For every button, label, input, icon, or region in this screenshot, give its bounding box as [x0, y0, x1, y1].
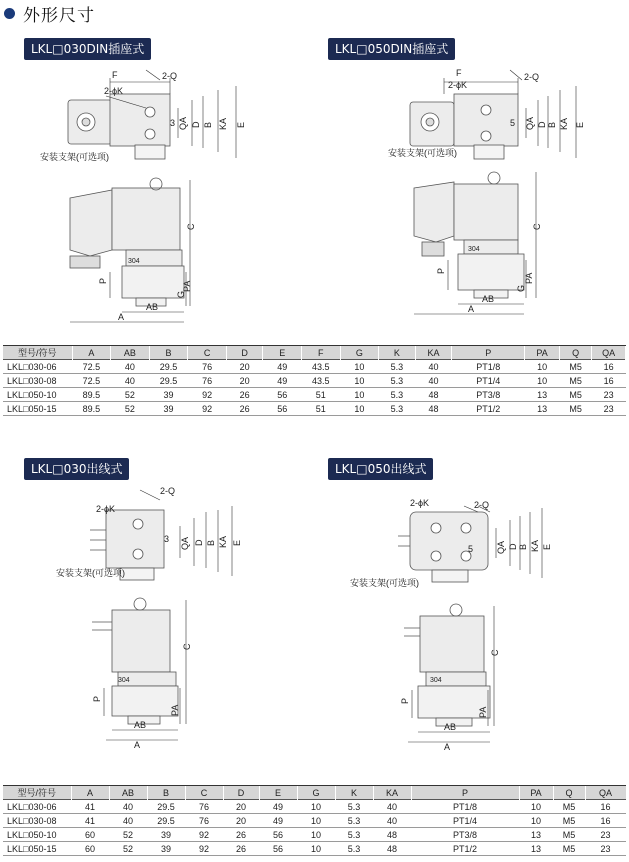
table-header-cell: K [379, 346, 416, 360]
table-header-cell: P [411, 786, 519, 800]
value-cell: PT1/8 [452, 360, 525, 374]
dimension-label: 5 [510, 118, 516, 128]
table-row [3, 360, 626, 374]
value-cell: 51 [301, 402, 340, 416]
value-cell: 39 [147, 842, 185, 856]
value-cell: 49 [259, 814, 297, 828]
dimension-label: 2-ϕK [96, 504, 116, 514]
value-cell: 40 [373, 814, 411, 828]
top-view [398, 512, 488, 582]
value-cell: 5.3 [335, 814, 373, 828]
side-view [414, 172, 524, 298]
table-header-cell: KA [415, 346, 452, 360]
value-cell: 92 [185, 842, 223, 856]
dim-qa: QA [178, 116, 188, 130]
value-cell: 52 [111, 388, 150, 402]
dimension-label: PA [478, 706, 488, 718]
value-cell: 52 [109, 842, 147, 856]
value-cell: 76 [188, 374, 227, 388]
value-cell: 52 [109, 828, 147, 842]
dimension-label: PA [170, 704, 180, 716]
value-cell: 10 [519, 800, 553, 814]
value-cell: 16 [592, 374, 626, 388]
table-row [3, 402, 626, 416]
value-cell: M5 [559, 374, 591, 388]
section-label-050-wire: LKL□050出线式 [328, 458, 433, 480]
table-header-cell: G [340, 346, 379, 360]
top-view [68, 94, 170, 159]
table-row [3, 374, 626, 388]
dimension-label: 2-ϕK [410, 498, 430, 508]
dim-e: E [236, 121, 246, 128]
dim-f: F [112, 70, 118, 80]
dim-ka: KA [218, 117, 228, 130]
value-cell: 39 [149, 388, 188, 402]
dimension-label: QA [180, 536, 190, 550]
value-cell: 5.3 [335, 842, 373, 856]
value-cell: 16 [585, 800, 626, 814]
dimension-label: 2-Q [524, 72, 540, 82]
model-cell: LKL□050-10 [3, 828, 71, 842]
dimension-label: AB [444, 722, 457, 732]
table-header-cell: C [188, 346, 227, 360]
value-cell: 48 [415, 388, 452, 402]
mark-304: 304 [128, 258, 140, 265]
dimension-label: B [206, 539, 216, 546]
model-cell: LKL□030-08 [3, 814, 71, 828]
value-cell: 10 [525, 374, 560, 388]
dimension-label: PA [524, 272, 534, 284]
value-cell: 29.5 [149, 360, 188, 374]
value-cell: 52 [111, 402, 150, 416]
dimension-label: C [182, 643, 192, 650]
side-view [92, 598, 178, 724]
value-cell: 5.3 [379, 388, 416, 402]
value-cell: 10 [340, 360, 379, 374]
value-cell: 10 [340, 374, 379, 388]
section-header [4, 2, 95, 24]
table-header-cell: D [223, 786, 259, 800]
dimension-label: A [444, 742, 451, 752]
dim-g: G [176, 290, 186, 298]
model-cell: LKL□030-06 [3, 360, 72, 374]
dimension-label: D [194, 539, 204, 546]
dimension-label: AB [482, 294, 495, 304]
value-cell: 40 [373, 800, 411, 814]
value-cell: 5.3 [335, 800, 373, 814]
dimension-label: 304 [430, 677, 442, 684]
drawing-050-din [314, 60, 628, 332]
table-header-cell: A [71, 786, 109, 800]
value-cell: M5 [559, 402, 591, 416]
value-cell: 39 [147, 828, 185, 842]
value-cell: 40 [111, 360, 150, 374]
dimension-label: 5 [468, 544, 474, 554]
value-cell: 20 [223, 800, 259, 814]
dimension-label: 304 [118, 677, 130, 684]
value-cell: 60 [71, 842, 109, 856]
section-label-030-din: LKL□030DIN插座式 [24, 38, 151, 60]
dimension-label: 安装支架(可选项) [350, 578, 419, 588]
value-cell: 20 [226, 374, 263, 388]
value-cell: 10 [297, 842, 335, 856]
dimension-label: E [542, 543, 552, 550]
value-cell: 76 [185, 800, 223, 814]
value-cell: 40 [415, 374, 452, 388]
value-cell: PT3/8 [411, 828, 519, 842]
value-cell: 26 [226, 402, 263, 416]
table-row [3, 800, 626, 814]
value-cell: 56 [263, 388, 302, 402]
drawing-030-wire [0, 482, 314, 752]
dimension-label: QA [496, 540, 506, 554]
value-cell: 41 [71, 814, 109, 828]
dim-2k: 2-ϕK [104, 86, 124, 96]
value-cell: 48 [415, 402, 452, 416]
value-cell: 49 [263, 374, 302, 388]
table-header-cell: QA [592, 346, 626, 360]
num-3: 3 [170, 118, 176, 128]
drawing-030-din [0, 60, 314, 332]
dimension-label: P [436, 267, 446, 274]
value-cell: 10 [297, 800, 335, 814]
dimension-label: 2-Q [474, 500, 490, 510]
value-cell: 10 [525, 360, 560, 374]
value-cell: M5 [553, 800, 585, 814]
table-header-cell: 型号/符号 [3, 346, 72, 360]
value-cell: 5.3 [379, 360, 416, 374]
dim-ab: AB [146, 302, 159, 312]
dim-p: P [98, 277, 108, 284]
dimension-label: AB [134, 720, 147, 730]
value-cell: 16 [592, 360, 626, 374]
dimension-label: 3 [164, 534, 170, 544]
table-header-cell: P [452, 346, 525, 360]
value-cell: 92 [188, 402, 227, 416]
value-cell: 26 [223, 828, 259, 842]
dimension-label: F [456, 68, 462, 78]
table-header-cell: E [259, 786, 297, 800]
value-cell: 40 [109, 800, 147, 814]
value-cell: 13 [519, 842, 553, 856]
value-cell: 13 [519, 828, 553, 842]
bracket-label: 安装支架(可选项) [40, 152, 109, 162]
value-cell: 89.5 [72, 388, 111, 402]
value-cell: 10 [297, 828, 335, 842]
value-cell: 43.5 [301, 374, 340, 388]
value-cell: 56 [259, 842, 297, 856]
value-cell: 56 [259, 828, 297, 842]
table-header-cell: B [147, 786, 185, 800]
dimension-label: 安装支架(可选项) [388, 148, 457, 158]
value-cell: M5 [553, 814, 585, 828]
dimension-label: C [490, 649, 500, 656]
value-cell: 40 [111, 374, 150, 388]
value-cell: 5.3 [335, 828, 373, 842]
dimension-label: A [134, 740, 141, 750]
model-cell: LKL□050-15 [3, 402, 72, 416]
table-header-cell: 型号/符号 [3, 786, 71, 800]
dim-d: D [191, 121, 201, 128]
drawing-050-wire [314, 482, 628, 752]
value-cell: 92 [188, 388, 227, 402]
value-cell: 23 [592, 402, 626, 416]
value-cell: 41 [71, 800, 109, 814]
value-cell: PT1/4 [411, 814, 519, 828]
dimension-label: 304 [468, 246, 480, 253]
table-header-cell: QA [585, 786, 626, 800]
table-header-cell: E [263, 346, 302, 360]
value-cell: 48 [373, 828, 411, 842]
table-row [3, 842, 626, 856]
table-header-cell: F [301, 346, 340, 360]
value-cell: 29.5 [149, 374, 188, 388]
dimension-label: 2-Q [160, 486, 176, 496]
value-cell: 48 [373, 842, 411, 856]
table-header-cell: K [335, 786, 373, 800]
value-cell: 20 [223, 814, 259, 828]
table-header-cell: Q [559, 346, 591, 360]
dimension-label: P [92, 695, 102, 702]
value-cell: 76 [185, 814, 223, 828]
value-cell: M5 [553, 828, 585, 842]
value-cell: 89.5 [72, 402, 111, 416]
value-cell: 23 [585, 842, 626, 856]
dimension-label: G [516, 284, 526, 292]
table-header-cell: PA [519, 786, 553, 800]
table-row [3, 828, 626, 842]
value-cell: 10 [340, 388, 379, 402]
value-cell: 51 [301, 388, 340, 402]
page-title: 外形尺寸 [23, 5, 95, 25]
dimension-label: B [547, 121, 557, 128]
value-cell: 26 [226, 388, 263, 402]
dimension-label: E [232, 539, 242, 546]
side-view [70, 178, 184, 306]
section-label-030-wire: LKL□030出线式 [24, 458, 129, 480]
dimension-label: KA [530, 539, 540, 552]
value-cell: 13 [525, 388, 560, 402]
table-header-cell: KA [373, 786, 411, 800]
value-cell: 23 [592, 388, 626, 402]
value-cell: PT1/2 [452, 402, 525, 416]
value-cell: 39 [149, 402, 188, 416]
dimension-label: B [518, 543, 528, 550]
value-cell: 20 [226, 360, 263, 374]
dimension-label: E [575, 121, 585, 128]
value-cell: PT1/2 [411, 842, 519, 856]
value-cell: 49 [263, 360, 302, 374]
value-cell: 43.5 [301, 360, 340, 374]
value-cell: 13 [525, 402, 560, 416]
table-header-cell: D [226, 346, 263, 360]
value-cell: M5 [553, 842, 585, 856]
value-cell: PT1/8 [411, 800, 519, 814]
bullet-icon [4, 8, 15, 19]
spec-table-din [3, 346, 626, 416]
value-cell: PT1/4 [452, 374, 525, 388]
value-cell: 10 [297, 814, 335, 828]
table-header-cell: G [297, 786, 335, 800]
table-header-cell: AB [109, 786, 147, 800]
dim-a: A [118, 312, 125, 322]
value-cell: 40 [415, 360, 452, 374]
value-cell: 23 [585, 828, 626, 842]
model-cell: LKL□030-08 [3, 374, 72, 388]
value-cell: 60 [71, 828, 109, 842]
dim-2q: 2-Q [162, 71, 178, 81]
table-header-cell: AB [111, 346, 150, 360]
value-cell: M5 [559, 360, 591, 374]
table-row [3, 388, 626, 402]
value-cell: 29.5 [147, 814, 185, 828]
value-cell: 76 [188, 360, 227, 374]
dimension-label: 安装支架(可选项) [56, 568, 125, 578]
value-cell: 26 [223, 842, 259, 856]
dim-c: C [186, 223, 196, 230]
value-cell: 72.5 [72, 374, 111, 388]
model-cell: LKL□050-10 [3, 388, 72, 402]
value-cell: 10 [340, 402, 379, 416]
value-cell: 10 [519, 814, 553, 828]
table-header-cell: PA [525, 346, 560, 360]
model-cell: LKL□030-06 [3, 800, 71, 814]
table-header-cell: Q [553, 786, 585, 800]
value-cell: 92 [185, 828, 223, 842]
dimension-label: D [508, 543, 518, 550]
dimension-label: D [537, 121, 547, 128]
spec-table-wire [3, 786, 627, 856]
value-cell: M5 [559, 388, 591, 402]
value-cell: 5.3 [379, 374, 416, 388]
value-cell: 16 [585, 814, 626, 828]
dimension-label: P [400, 697, 410, 704]
dim-b: B [203, 121, 213, 128]
model-cell: LKL□050-15 [3, 842, 71, 856]
table-row [3, 814, 626, 828]
table-header-cell: A [72, 346, 111, 360]
dimension-label: A [468, 304, 475, 314]
table-header-cell: C [185, 786, 223, 800]
value-cell: 40 [109, 814, 147, 828]
table-header-cell: B [149, 346, 188, 360]
value-cell: 56 [263, 402, 302, 416]
value-cell: 49 [259, 800, 297, 814]
dimension-label: KA [218, 535, 228, 548]
dimension-label: QA [525, 116, 535, 130]
section-label-050-din: LKL□050DIN插座式 [328, 38, 455, 60]
value-cell: 5.3 [379, 402, 416, 416]
dimension-label: 2-ϕK [448, 80, 468, 90]
dim-pa: PA [182, 280, 192, 292]
dimension-label: KA [559, 117, 569, 130]
value-cell: 29.5 [147, 800, 185, 814]
value-cell: 72.5 [72, 360, 111, 374]
value-cell: PT3/8 [452, 388, 525, 402]
dimension-label: C [532, 223, 542, 230]
